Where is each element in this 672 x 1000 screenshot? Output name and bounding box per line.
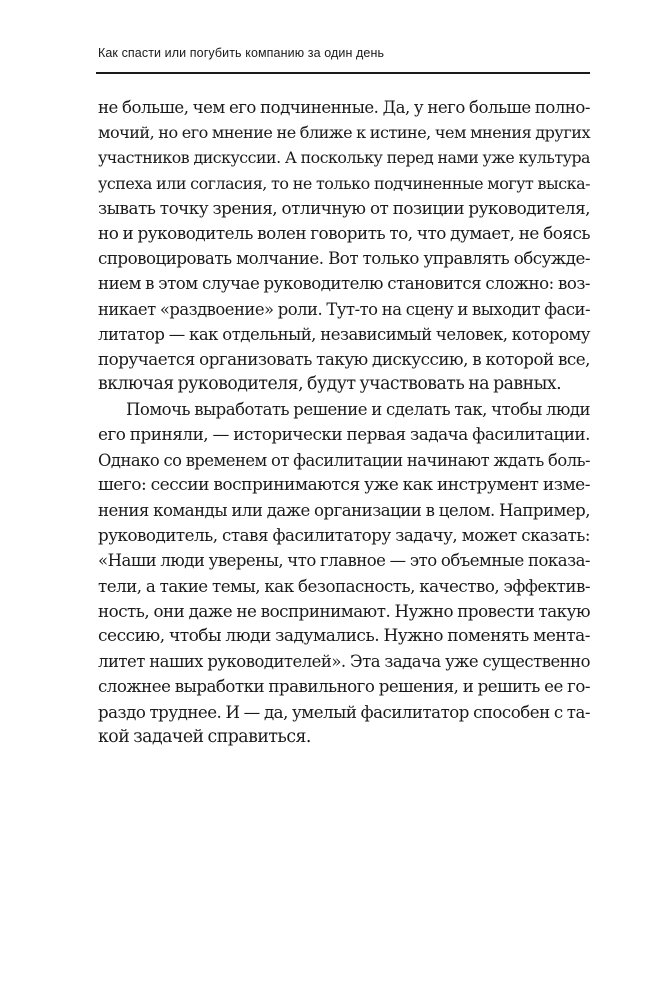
text-line: поручается организовать такую дискуссию, в которой все,	[98, 348, 590, 369]
text-line: шего: сессии воспринимаются уже как инструмент изме-	[98, 474, 590, 495]
text-line: Помочь выработать решение и сделать так, чтобы люди	[126, 400, 590, 420]
text-line: мочий, но его мнение не ближе к истине, чем мнения других	[98, 123, 590, 143]
text-line: сложнее выработки правильного решения, и решить ее го-	[98, 677, 590, 697]
text-line: спровоцировать молчание. Вот только управлять обсужде-	[98, 249, 590, 269]
text-line: «Наши люди уверены, что главное — это объемные показа-	[98, 551, 590, 571]
header-rule	[96, 72, 590, 74]
text-line: тели, а такие темы, как безопасность, качество, эффектив-	[98, 576, 590, 596]
text-line: успеха или согласия, то не только подчиненные могут выска-	[98, 173, 590, 193]
text-line: сессию, чтобы люди задумались. Нужно поменять мента-	[98, 625, 590, 646]
text-line: участников дискуссии. А поскольку перед нами уже культура	[98, 148, 590, 168]
text-line: включая руководителя, будут участвовать на равных.	[98, 374, 562, 395]
text-line: не больше, чем его подчиненные. Да, у него больше полно-	[98, 98, 590, 117]
text-line: Однако со временем от фасилитации начинают ждать боль-	[98, 450, 590, 470]
text-line: руководитель, ставя фасилитатору задачу, может сказать:	[98, 525, 590, 546]
text-line: но и руководитель волен говорить то, что думает, не боясь	[98, 222, 590, 243]
text-line: нием в этом случае руководителю становится сложно: воз-	[98, 274, 590, 294]
text-line: литет наших руководителей». Эта задача уже существенно	[98, 652, 590, 672]
running-head: Как спасти или погубить компанию за один день	[98, 46, 385, 60]
body-text	[98, 95, 590, 750]
text-line: литатор — как отдельный, независимый человек, которому	[98, 324, 590, 344]
paragraph-1	[98, 95, 590, 397]
text-line: раздо труднее. И — да, умелый фасилитатор способен с та-	[98, 702, 590, 722]
paragraph-2	[98, 397, 590, 750]
text-line: ность, они даже не воспринимают. Нужно провести такую	[98, 600, 590, 621]
text-line: никает «раздвоение» роли. Тут-то на сцену и выходит фаси-	[98, 299, 590, 319]
text-line: кой задачей справиться.	[98, 726, 311, 747]
text-line: нения команды или даже организации в целом. Например,	[98, 501, 590, 520]
text-line: его приняли, — исторически первая задача фасилитации.	[98, 424, 590, 445]
text-line: зывать точку зрения, отличную от позиции руководителя,	[98, 197, 590, 218]
